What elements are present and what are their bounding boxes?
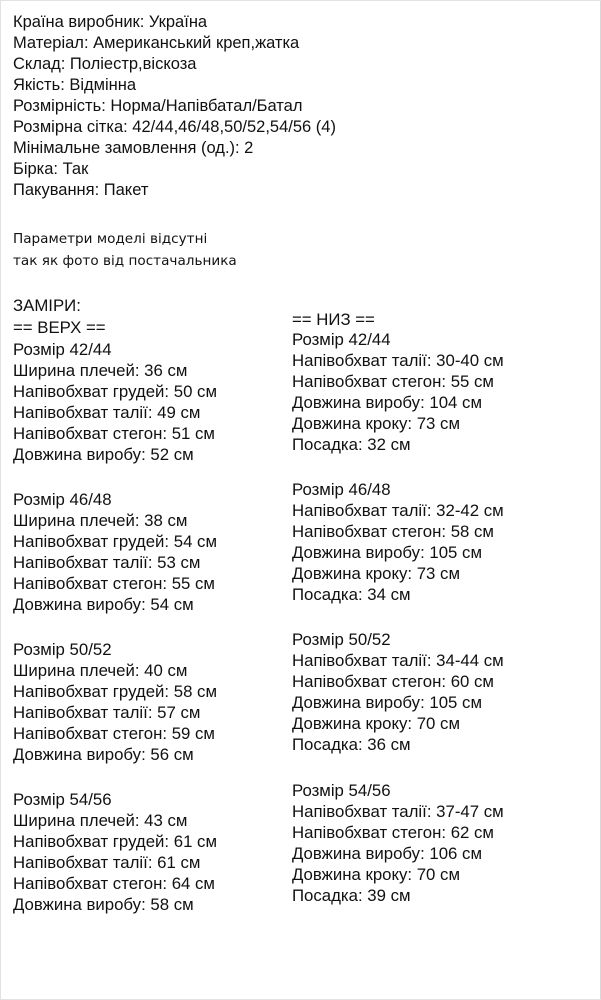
measure-line: Напівобхват стегон: 55 см <box>292 372 494 391</box>
measure-line: Довжина кроку: 73 см <box>292 564 460 583</box>
info-sizing: Розмірність: Норма/Напівбатал/Батал <box>13 97 303 115</box>
measure-line: Напівобхват талії: 57 см <box>13 703 201 722</box>
note-line: так як фото від постачальника <box>13 253 237 269</box>
measure-line: Напівобхват талії: 53 см <box>13 553 201 572</box>
measure-line: Напівобхват грудей: 61 см <box>13 832 217 851</box>
measure-line: Напівобхват талії: 61 см <box>13 853 201 872</box>
measure-line: Напівобхват грудей: 50 см <box>13 382 217 401</box>
size-title: Розмір 50/52 <box>13 640 112 659</box>
size-title: Розмір 46/48 <box>13 490 112 509</box>
measure-line: Довжина кроку: 73 см <box>292 414 460 433</box>
measure-line: Напівобхват стегон: 60 см <box>292 672 494 691</box>
measure-line: Довжина кроку: 70 см <box>292 865 460 884</box>
measure-line: Напівобхват талії: 32-42 см <box>292 501 504 520</box>
size-title: Розмір 42/44 <box>292 330 391 349</box>
info-composition: Склад: Поліестр,віскоза <box>13 55 197 73</box>
size-title: Розмір 46/48 <box>292 480 391 499</box>
measure-line: Довжина виробу: 56 см <box>13 745 194 764</box>
measure-line: Напівобхват талії: 49 см <box>13 403 201 422</box>
measure-line: Напівобхват стегон: 59 см <box>13 724 215 743</box>
measure-line: Довжина виробу: 105 см <box>292 693 482 712</box>
note-line: Параметри моделі відсутні <box>13 231 208 247</box>
info-min-order: Мінімальне замовлення (од.): 2 <box>13 139 254 157</box>
measure-line: Напівобхват талії: 30-40 см <box>292 351 504 370</box>
measure-line: Довжина виробу: 54 см <box>13 595 194 614</box>
measure-line: Напівобхват стегон: 55 см <box>13 574 215 593</box>
info-country: Країна виробник: Україна <box>13 13 208 31</box>
top-header: == ВЕРХ == <box>13 318 106 337</box>
measure-line: Довжина виробу: 106 см <box>292 844 482 863</box>
measure-line: Напівобхват стегон: 64 см <box>13 874 215 893</box>
measure-line: Довжина виробу: 52 см <box>13 445 194 464</box>
measure-line: Ширина плечей: 43 см <box>13 811 188 830</box>
measure-line: Посадка: 36 см <box>292 735 411 754</box>
measure-line: Довжина кроку: 70 см <box>292 714 460 733</box>
measure-line: Напівобхват талії: 34-44 см <box>292 651 504 670</box>
info-tag: Бірка: Так <box>13 160 89 178</box>
measure-line: Ширина плечей: 38 см <box>13 511 188 530</box>
measure-line: Довжина виробу: 58 см <box>13 895 194 914</box>
bottom-header: == НИЗ == <box>292 310 375 329</box>
measure-line: Ширина плечей: 40 см <box>13 661 188 680</box>
measure-line: Посадка: 39 см <box>292 886 411 905</box>
measure-line: Напівобхват стегон: 58 см <box>292 522 494 541</box>
size-title: Розмір 42/44 <box>13 340 112 359</box>
measure-line: Напівобхват стегон: 62 см <box>292 823 494 842</box>
size-title: Розмір 54/56 <box>292 781 391 800</box>
measure-line: Напівобхват грудей: 58 см <box>13 682 217 701</box>
measure-line: Ширина плечей: 36 см <box>13 361 188 380</box>
size-title: Розмір 54/56 <box>13 790 112 809</box>
info-size-grid: Розмірна сітка: 42/44,46/48,50/52,54/56 (4) <box>13 118 336 136</box>
measure-line: Напівобхват стегон: 51 см <box>13 424 215 443</box>
info-packaging: Пакування: Пакет <box>13 181 149 199</box>
measure-line: Напівобхват грудей: 54 см <box>13 532 217 551</box>
measure-line: Довжина виробу: 104 см <box>292 393 482 412</box>
measure-line: Посадка: 34 см <box>292 585 411 604</box>
measure-line: Довжина виробу: 105 см <box>292 543 482 562</box>
info-material: Матеріал: Американський креп,жатка <box>13 34 300 52</box>
info-quality: Якість: Відмінна <box>13 76 137 94</box>
measurements-title: ЗАМІРИ: <box>13 296 81 315</box>
measure-line: Посадка: 32 см <box>292 435 411 454</box>
measure-line: Напівобхват талії: 37-47 см <box>292 802 504 821</box>
size-title: Розмір 50/52 <box>292 630 391 649</box>
